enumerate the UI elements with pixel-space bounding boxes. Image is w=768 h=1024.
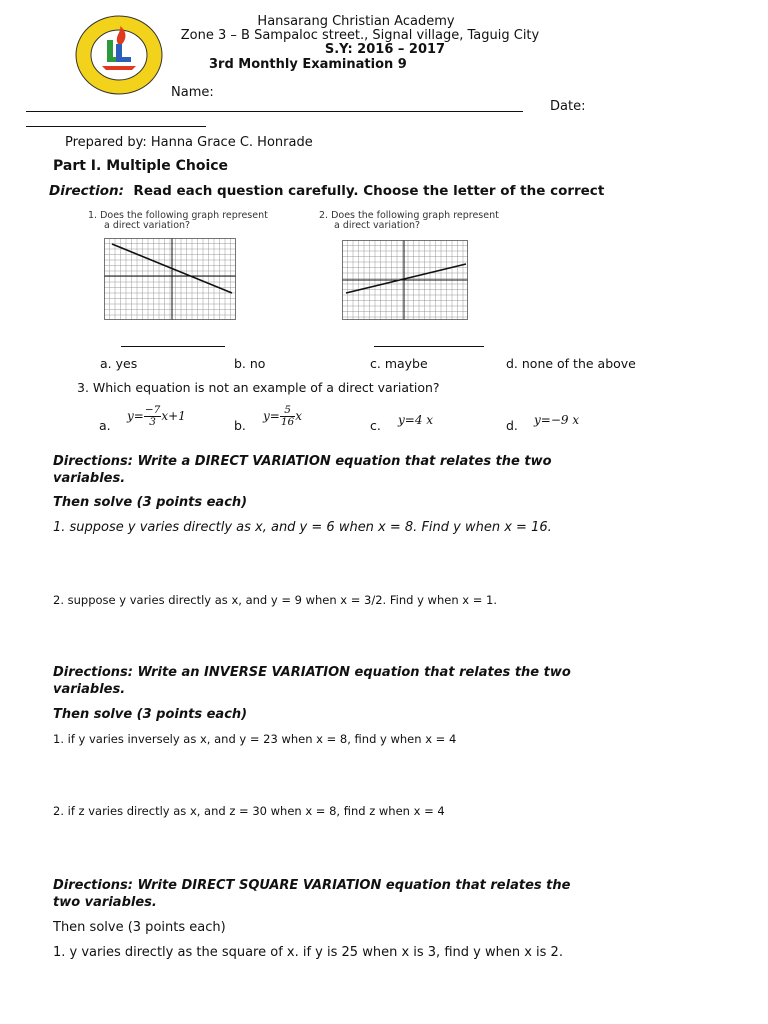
q1-graph <box>104 238 236 320</box>
direct-q2: 2. suppose y varies directly as x, and y = 9 when x = 3/2. Find y when x = 1. <box>53 593 497 607</box>
square-solve: Then solve (3 points each) <box>53 920 226 935</box>
q3-a-lhs: y= <box>127 409 144 423</box>
exam-title: 3rd Monthly Examination 9 <box>209 57 407 72</box>
q3-a-equation <box>127 405 186 428</box>
date-line[interactable] <box>26 126 206 127</box>
q3-b-lhs: y= <box>263 409 280 423</box>
choice-a: a. yes <box>100 356 138 371</box>
q2-line1: 2. Does the following graph represent <box>319 210 499 221</box>
q3-text: 3. Which equation is not an example of a direct variation? <box>77 380 440 395</box>
q1-answer-line[interactable] <box>121 346 225 347</box>
q1-line2: a direct variation? <box>104 220 191 231</box>
inverse-directions-line1: Directions: Write an INVERSE VARIATION equation that relates the two <box>53 665 571 680</box>
inverse-q1: 1. if y varies inversely as x, and y = 23 when x = 8, find y when x = 4 <box>53 732 457 746</box>
q3-b-label: b. <box>234 418 246 433</box>
q3-c-equation: y=4 x <box>398 413 434 427</box>
inverse-solve: Then solve (3 points each) <box>53 707 248 722</box>
direct-q1: 1. suppose y varies directly as x, and y = 6 when x = 8. Find y when x = 16. <box>53 520 552 535</box>
q3-c-label: c. <box>370 418 381 433</box>
direct-directions-line2: variables. <box>53 471 126 486</box>
q3-a-den: 3 <box>149 416 156 428</box>
direction-label: Direction: <box>49 183 125 199</box>
q2-line2: a direct variation? <box>334 220 421 231</box>
part1-title: Part I. Multiple Choice <box>53 158 229 174</box>
square-directions-line1: Directions: Write DIRECT SQUARE VARIATION equation that relates the <box>53 878 571 893</box>
q3-a-label: a. <box>99 418 111 433</box>
inverse-directions-line2: variables. <box>53 682 126 697</box>
part1-direction <box>49 183 604 199</box>
q3-b-equation <box>263 405 302 428</box>
school-address: Zone 3 – B Sampaloc street., Signal village, Taguig City <box>180 28 540 43</box>
direct-solve: Then solve (3 points each) <box>53 495 248 510</box>
direct-directions-line1: Directions: Write a DIRECT VARIATION equation that relates the two <box>53 454 552 469</box>
q3-b-rhs: x <box>295 409 302 423</box>
square-directions-line2: two variables. <box>53 895 157 910</box>
school-logo <box>74 14 164 96</box>
q2-answer-line[interactable] <box>374 346 484 347</box>
q3-b-den: 16 <box>280 416 295 428</box>
choice-b: b. no <box>234 356 266 371</box>
date-label: Date: <box>550 99 586 114</box>
square-q1: 1. y varies directly as the square of x. if y is 25 when x is 3, find y when x is 2. <box>53 945 563 960</box>
name-label: Name: <box>171 85 214 100</box>
q3-d-label: d. <box>506 418 518 433</box>
inverse-q2: 2. if z varies directly as x, and z = 30 when x = 8, find z when x = 4 <box>53 804 445 818</box>
school-year: S.Y: 2016 – 2017 <box>324 42 446 57</box>
q3-b-fraction <box>280 405 295 428</box>
direction-text: Read each question carefully. Choose the letter of the correct <box>133 183 605 199</box>
name-line[interactable] <box>26 111 523 112</box>
q3-a-rhs: x+1 <box>161 409 186 423</box>
q2-graph <box>342 240 468 320</box>
q1-line1: 1. Does the following graph represent <box>88 210 268 221</box>
school-logo-graphic <box>74 14 164 96</box>
q3-d-equation: y=−9 x <box>534 413 580 427</box>
q3-b-num: 5 <box>280 405 295 417</box>
q3-a-num: −7 <box>144 404 161 416</box>
q3-a-fraction <box>144 405 161 428</box>
prepared-by: Prepared by: Hanna Grace C. Honrade <box>65 135 313 150</box>
choice-d: d. none of the above <box>506 356 636 371</box>
school-name: Hansarang Christian Academy <box>257 14 455 29</box>
choice-c: c. maybe <box>370 356 428 371</box>
